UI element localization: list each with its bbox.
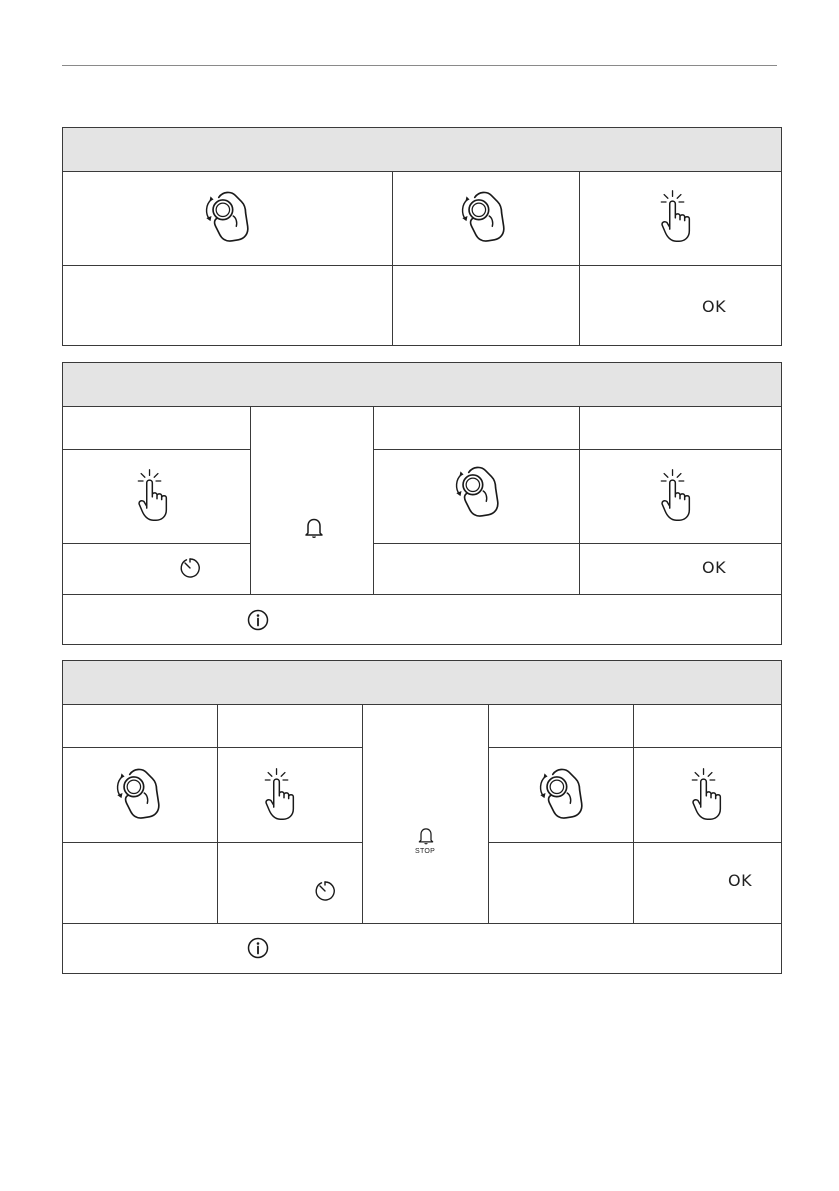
- bell-stop-icon: [416, 826, 436, 846]
- divider: [373, 543, 781, 544]
- divider: [362, 704, 363, 923]
- table-2: [62, 362, 782, 645]
- rotate-knob-icon: [107, 759, 169, 827]
- divider: [579, 406, 580, 594]
- divider: [63, 842, 362, 843]
- divider: [63, 923, 781, 924]
- bell-icon: [302, 516, 326, 540]
- table-3: [62, 660, 782, 974]
- divider: [392, 171, 393, 346]
- press-finger-icon: [256, 762, 312, 826]
- top-rule: [62, 65, 777, 66]
- divider: [63, 449, 250, 450]
- divider: [63, 747, 362, 748]
- divider: [579, 171, 580, 346]
- table-3-header: [63, 661, 781, 705]
- divider: [633, 704, 634, 923]
- table-1-header: [63, 128, 781, 172]
- press-finger-icon: [652, 184, 708, 248]
- timer-icon: [178, 556, 202, 580]
- divider: [63, 594, 781, 595]
- table-2-header: [63, 363, 781, 407]
- info-icon: [246, 608, 270, 632]
- divider: [373, 449, 781, 450]
- table-1: [62, 127, 782, 346]
- ok-label: OK: [702, 558, 727, 577]
- divider: [63, 543, 250, 544]
- press-finger-icon: [683, 762, 739, 826]
- divider: [488, 704, 489, 923]
- timer-icon: [313, 879, 337, 903]
- press-finger-icon: [652, 463, 708, 527]
- divider: [63, 265, 781, 266]
- rotate-knob-icon: [452, 182, 514, 250]
- divider: [217, 704, 218, 923]
- divider: [250, 406, 251, 594]
- rotate-knob-icon: [196, 182, 258, 250]
- rotate-knob-icon: [530, 759, 592, 827]
- rotate-knob-icon: [446, 457, 508, 525]
- ok-label: OK: [702, 297, 727, 316]
- ok-label: OK: [728, 871, 753, 890]
- info-icon: [246, 936, 270, 960]
- press-finger-icon: [129, 463, 185, 527]
- divider: [488, 747, 781, 748]
- divider: [373, 406, 374, 594]
- stop-label: STOP: [415, 848, 436, 855]
- divider: [488, 842, 781, 843]
